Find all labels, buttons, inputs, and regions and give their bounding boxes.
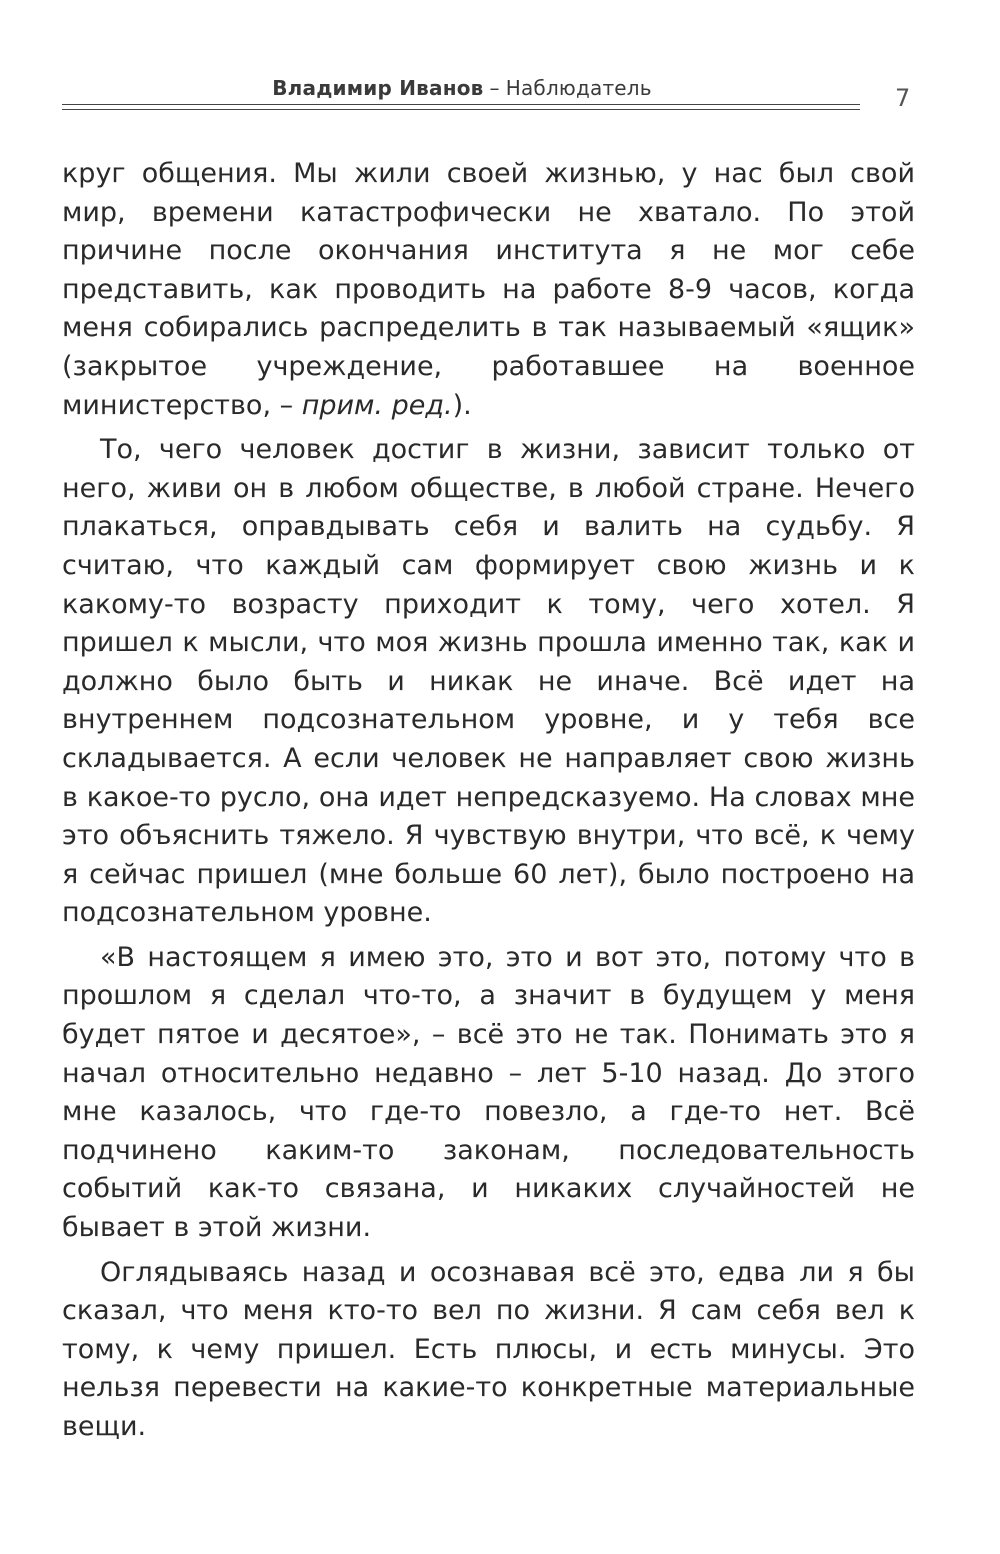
title-separator: – bbox=[489, 76, 500, 100]
paragraph-4: Оглядываясь назад и осознавая всё это, едва ли я бы сказал, что меня кто-то вел по жизни. Я сам себя вел к тому, к чему пришел. Есть плюсы, и есть минусы. Это нельзя перевести на какие-то конкретные материальные вещи. bbox=[62, 1256, 915, 1442]
paragraph-2: То, чего человек достиг в жизни, зависит только от него, живи он в любом обществе, в любой стране. Нечего плакаться, оправдывать себя и валить на судьбу. Я считаю, что каждый сам формирует свою жизнь и к какому-то возрасту приходит к тому, чего хотел. Я пришел к мысли, что моя жизнь прошла именно так, как и должно было быть и никак не иначе. Всё идет на внутреннем подсознательном уровне, и у тебя все складывается. А если человек не направляет свою жизнь в какое-то русло, она идет непредсказуемо. На словах мне это объяснить тяжело. Я чувствую внутри, что всё, к чему я сейчас пришел (мне больше 60 лет), было построено на подсознательном уровне. bbox=[62, 434, 915, 929]
paragraph-1-closing: ). bbox=[452, 389, 472, 421]
header-rule-bottom bbox=[62, 109, 860, 110]
paragraph-continued bbox=[62, 155, 915, 425]
book-title: Наблюдатель bbox=[505, 76, 652, 100]
paragraph-3: «В настоящем я имею это, это и вот это, потому что в прошлом я сделал что-то, а значит в будущем у меня будет пятое и десятое», – всё это не так. Понимать это я начал относительно недавно – лет 5-10 назад. До этого мне казалось, что где-то повезло, а где-то нет. Всё подчинено каким-то законам, последовательность событий как-то связана, и никаких случайностей не бывает в этой жизни. bbox=[62, 941, 915, 1244]
paragraph-1-text: круг общения. Мы жили своей жизнью, у нас был свой мир, времени катастрофически не хватало. По этой причине после окончания института я не мог себе представить, как проводить на работе 8-9 часов, когда меня собирались распределить в так называемый «ящик» (закрытое учреждение, работавшее на военное министерство, – bbox=[62, 158, 915, 421]
running-header bbox=[62, 76, 862, 116]
running-title bbox=[62, 76, 862, 100]
page-number: 7 bbox=[895, 84, 911, 112]
header-rule-top bbox=[62, 104, 860, 105]
author-name: Владимир Иванов bbox=[272, 76, 484, 100]
editor-note: прим. ред. bbox=[301, 389, 453, 421]
body-text bbox=[62, 155, 915, 1447]
